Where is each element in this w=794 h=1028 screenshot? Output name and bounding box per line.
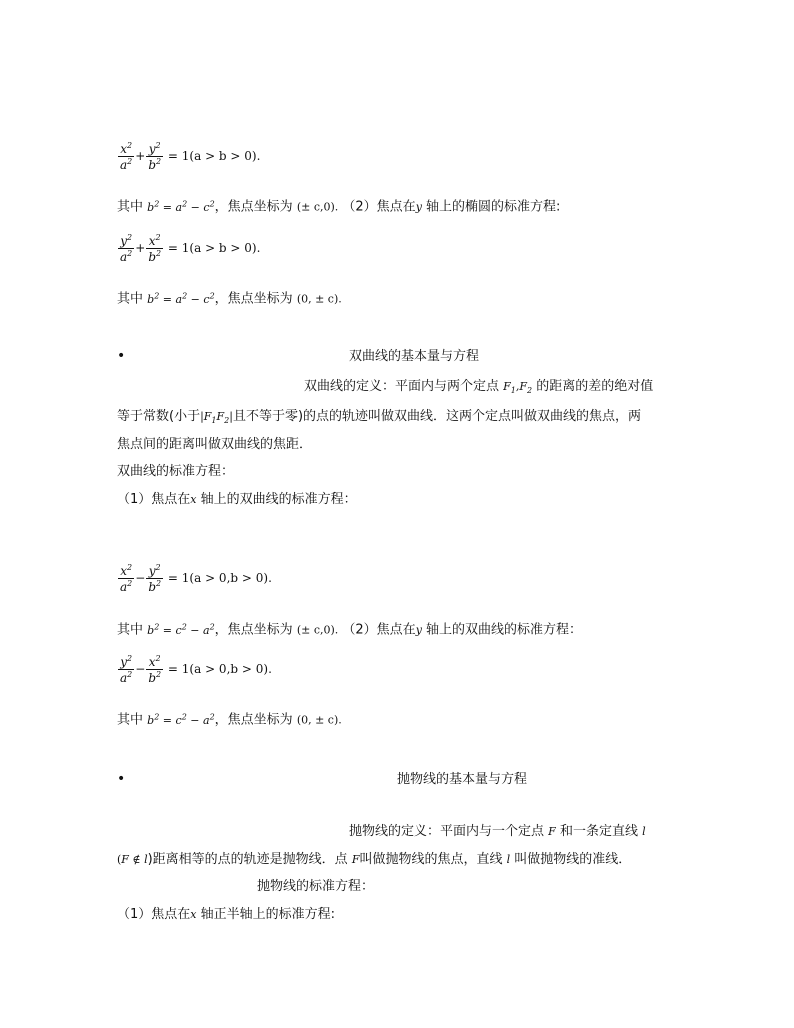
fraction-x2-b2: $\frac{x^2}{b^2}$ [148, 233, 162, 264]
hyperbola-definition-line-3: 焦点间的距离叫做双曲线的焦距． [117, 437, 313, 452]
hyperbola-heading: 双曲线的基本量与方程 [349, 349, 480, 364]
parabola-standard-title: 抛物线的标准方程： [257, 879, 375, 894]
equation-tail: = 1(a > b > 0). [164, 149, 261, 163]
ellipse-equation-2: $\frac{y^2}{a^2}$ + $\frac{x^2}{b^2}$ = 1(a > b > 0). [120, 233, 261, 264]
ellipse-focus-line-2: 其中 $b^2 = a^2 - c^2$，焦点坐标为 (0, ± c). [117, 291, 342, 307]
fraction-y2-b2: $\frac{y^2}{b^2}$ [148, 141, 162, 172]
hyperbola-equation-1: $\frac{x^2}{a^2}$ − $\frac{y^2}{b^2}$ = 1(a > 0,b > 0). [120, 563, 272, 594]
bullet-parabola: • [117, 771, 126, 787]
parabola-definition-line-2: (F ∉ l)距离相等的点的轨迹是抛物线．点 F叫做抛物线的焦点，直线 l 叫做抛物线的准线． [117, 852, 632, 867]
parabola-case-1: （1）焦点在x 轴正半轴上的标准方程: [117, 907, 336, 922]
hyperbola-definition-line-2: 等于常数(小于$|F_1F_2|$且不等于零)的点的轨迹叫做双曲线．这两个定点叫做双曲线的焦点，两 [117, 409, 642, 426]
hyperbola-case-1: （1）焦点在x 轴上的双曲线的标准方程： [117, 492, 357, 507]
ellipse-focus-line-1: 其中 $b^2 = a^2 - c^2$，焦点坐标为 (± c,0). （2）焦点在y 轴上的椭圆的标准方程: [117, 199, 561, 215]
ellipse-equation-1: $\frac{x^2}{a^2}$ + $\frac{y^2}{b^2}$ = 1(a > b > 0). [120, 141, 261, 172]
hyperbola-focus-line-1: 其中 $b^2 = c^2 - a^2$，焦点坐标为 (± c,0). （2）焦点在y 轴上的双曲线的标准方程： [117, 622, 583, 638]
hyperbola-standard-title: 双曲线的标准方程： [117, 464, 235, 479]
bullet-hyperbola: • [117, 348, 126, 364]
fraction-x2-a2: $\frac{x^2}{a^2}$ [120, 141, 133, 172]
relation-b2: $b^2 = a^2 - c^2$ [147, 199, 215, 214]
fraction-y2-a2: $\frac{y^2}{a^2}$ [120, 233, 133, 264]
hyperbola-definition-line-1: 双曲线的定义：平面内与两个定点 $F_1,F_2$ 的距离的差的绝对值 [304, 379, 654, 396]
hyperbola-equation-2: $\frac{y^2}{a^2}$ − $\frac{x^2}{b^2}$ = 1(a > 0,b > 0). [120, 654, 272, 685]
parabola-definition-line-1: 抛物线的定义：平面内与一个定点 F 和一条定直线 l [349, 824, 646, 839]
parabola-heading: 抛物线的基本量与方程 [397, 772, 528, 787]
hyperbola-focus-line-2: 其中 $b^2 = c^2 - a^2$，焦点坐标为 (0, ± c). [117, 712, 342, 728]
